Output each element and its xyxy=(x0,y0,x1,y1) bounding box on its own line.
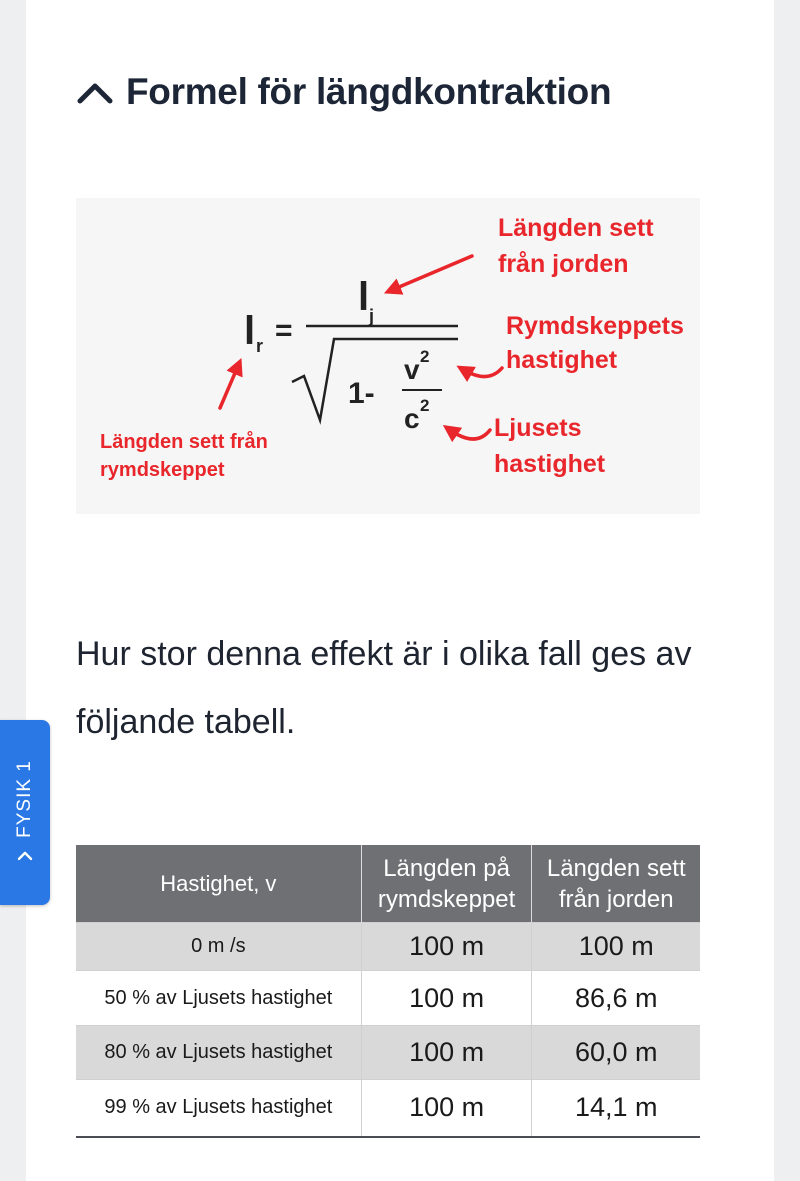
row-speed: 50 % av Ljusets hastighet xyxy=(76,971,361,1026)
chevron-up-icon xyxy=(76,77,114,107)
formula-image xyxy=(76,198,700,514)
length-table xyxy=(76,845,700,1138)
annotation-speed-line1: Rymdskeppets xyxy=(506,312,684,340)
formula-numerator-l: l xyxy=(358,275,370,319)
header-earth-line2: från jorden xyxy=(558,885,674,913)
chevron-down-icon xyxy=(17,848,33,864)
annotation-speed-line2: hastighet xyxy=(506,346,618,374)
formula-v-exp: 2 xyxy=(420,347,430,366)
table-row xyxy=(76,971,700,1026)
table-row xyxy=(76,1080,700,1137)
table-header-row xyxy=(76,845,700,923)
row-speed: 0 m /s xyxy=(76,923,361,971)
row-earth-length: 60,0 m xyxy=(532,1026,700,1080)
header-ship xyxy=(361,845,532,923)
formula-c: c xyxy=(404,403,420,434)
row-speed: 80 % av Ljusets hastighet xyxy=(76,1026,361,1080)
row-ship-length: 100 m xyxy=(361,1026,532,1080)
table-row xyxy=(76,923,700,971)
intro-paragraph: Hur stor denna effekt är i olika fall ges av följande tabell. xyxy=(76,635,692,741)
section-title: Formel för längdkontraktion xyxy=(126,71,612,112)
formula-numerator-sub: j xyxy=(369,306,375,326)
side-tab-fysik1[interactable] xyxy=(0,720,50,905)
row-earth-length: 14,1 m xyxy=(532,1080,700,1137)
table-row xyxy=(76,1026,700,1080)
formula-lhs-l: l xyxy=(244,309,256,353)
header-earth xyxy=(532,845,700,923)
formula-equals: = xyxy=(275,314,293,347)
header-speed: Hastighet, v xyxy=(76,845,361,923)
header-earth-line1: Längden sett xyxy=(546,854,686,882)
annotation-ship-line1: Längden sett från xyxy=(100,431,268,453)
row-ship-length: 100 m xyxy=(361,923,532,971)
formula-lhs-sub: r xyxy=(256,336,264,356)
row-ship-length: 100 m xyxy=(361,971,532,1026)
annotation-light-line2: hastighet xyxy=(494,450,606,478)
annotation-earth-line1: Längden sett xyxy=(498,214,654,242)
annotation-earth-line2: från jorden xyxy=(498,250,629,278)
row-ship-length: 100 m xyxy=(361,1080,532,1137)
formula-c-exp: 2 xyxy=(420,396,430,415)
header-ship-line2: rymdskeppet xyxy=(377,885,516,913)
row-earth-length: 100 m xyxy=(532,923,700,971)
formula-one-minus: 1- xyxy=(348,377,375,410)
annotation-light-line1: Ljusets xyxy=(494,414,582,442)
row-speed: 99 % av Ljusets hastighet xyxy=(76,1080,361,1137)
section-toggle[interactable] xyxy=(76,62,611,122)
annotation-ship-line2: rymdskeppet xyxy=(100,459,225,481)
row-earth-length: 86,6 m xyxy=(532,971,700,1026)
formula-v: v xyxy=(404,354,420,385)
side-tab-label: FYSIK 1 xyxy=(14,760,35,838)
header-ship-line1: Längden på xyxy=(383,854,510,882)
